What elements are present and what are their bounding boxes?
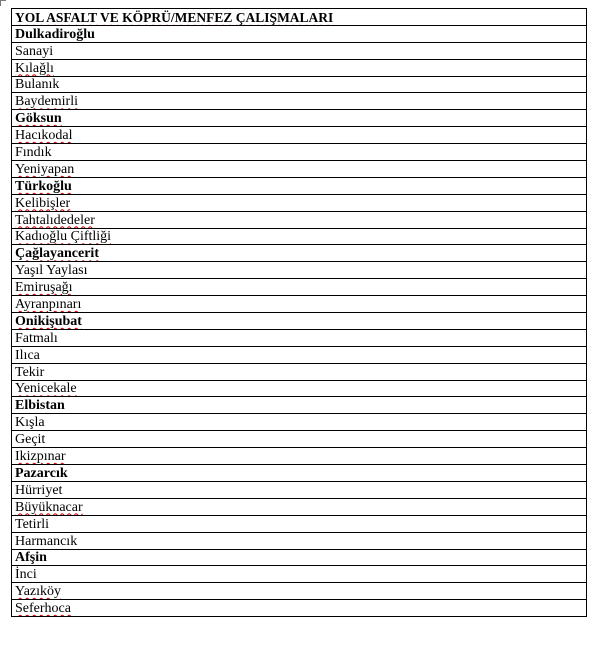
- village-row: [12, 600, 587, 617]
- village-cell[interactable]: [12, 144, 587, 161]
- village-cell[interactable]: [12, 380, 587, 397]
- village-row: [12, 363, 587, 380]
- village-name: Fındık: [15, 145, 52, 161]
- village-cell[interactable]: [12, 532, 587, 549]
- village-row: [12, 228, 587, 245]
- village-name: Fatmalı: [15, 330, 58, 346]
- table-title-cell[interactable]: [12, 9, 587, 26]
- village-cell[interactable]: [12, 448, 587, 465]
- village-name: Harmancık: [15, 533, 78, 549]
- village-cell[interactable]: [12, 515, 587, 532]
- village-row: [12, 144, 587, 161]
- district-name: Göksun: [15, 111, 62, 127]
- district-name: Elbistan: [15, 398, 65, 414]
- district-cell[interactable]: [12, 110, 587, 127]
- village-cell[interactable]: [12, 329, 587, 346]
- village-row: [12, 262, 587, 279]
- village-row: [12, 448, 587, 465]
- village-row: [12, 161, 587, 178]
- village-cell[interactable]: [12, 127, 587, 144]
- district-name: Çağlayancerit: [15, 246, 99, 262]
- district-name: Afşin: [15, 550, 47, 566]
- district-row: [12, 25, 587, 42]
- district-row: [12, 465, 587, 482]
- district-cell[interactable]: [12, 177, 587, 194]
- village-cell[interactable]: [12, 59, 587, 76]
- district-cell[interactable]: [12, 549, 587, 566]
- village-cell[interactable]: [12, 583, 587, 600]
- village-name: Kışla: [15, 415, 45, 431]
- village-row: [12, 211, 587, 228]
- village-cell[interactable]: [12, 481, 587, 498]
- district-name: Pazarcık: [15, 465, 68, 481]
- village-row: [12, 194, 587, 211]
- village-cell[interactable]: [12, 363, 587, 380]
- village-row: [12, 515, 587, 532]
- village-row: [12, 566, 587, 583]
- village-row: [12, 481, 587, 498]
- village-name: Ikizpınar: [15, 449, 66, 465]
- village-cell[interactable]: [12, 600, 587, 617]
- village-name: Kelibişler: [15, 195, 71, 211]
- village-name: Yenicekale: [15, 381, 77, 397]
- village-name: Ilıca: [15, 347, 40, 363]
- text-boundary-corner: [0, 0, 6, 6]
- village-row: [12, 380, 587, 397]
- district-cell[interactable]: [12, 313, 587, 330]
- village-row: [12, 346, 587, 363]
- table-body: [12, 9, 587, 617]
- village-name: Hacıkodal: [15, 128, 73, 144]
- village-row: [12, 532, 587, 549]
- village-row: [12, 583, 587, 600]
- village-cell[interactable]: [12, 194, 587, 211]
- village-name: Tahtalıdedeler: [15, 212, 95, 228]
- village-name: Kadıoğlu Çiftliği: [15, 229, 112, 245]
- village-cell[interactable]: [12, 76, 587, 93]
- district-cell[interactable]: [12, 25, 587, 42]
- village-name: Yazıköy: [15, 584, 62, 600]
- village-name: Bulanık: [15, 77, 60, 93]
- district-row: [12, 245, 587, 262]
- village-name: Emiruşağı: [15, 280, 73, 296]
- district-row: [12, 549, 587, 566]
- village-name: Kılağlı: [15, 60, 54, 76]
- village-name: Baydemirli: [15, 94, 78, 110]
- village-row: [12, 498, 587, 515]
- table-title: YOL ASFALT VE KÖPRÜ/MENFEZ ÇALIŞMALARI: [15, 9, 334, 25]
- village-row: [12, 76, 587, 93]
- village-name: Seferhoca: [15, 601, 71, 617]
- village-name: Hürriyet: [15, 482, 63, 498]
- village-name: Sanayi: [15, 43, 54, 59]
- district-row: [12, 177, 587, 194]
- village-row: [12, 279, 587, 296]
- village-name: Yaşıl Yaylası: [15, 263, 88, 279]
- village-row: [12, 329, 587, 346]
- village-cell[interactable]: [12, 161, 587, 178]
- village-name: Geçit: [15, 432, 46, 448]
- village-cell[interactable]: [12, 346, 587, 363]
- village-cell[interactable]: [12, 262, 587, 279]
- village-name: İnci: [15, 567, 37, 583]
- district-row: [12, 313, 587, 330]
- district-cell[interactable]: [12, 397, 587, 414]
- village-cell[interactable]: [12, 42, 587, 59]
- village-name: Yeniyapan: [15, 161, 75, 177]
- village-row: [12, 414, 587, 431]
- village-row: [12, 431, 587, 448]
- village-name: Tekir: [15, 364, 45, 380]
- village-cell[interactable]: [12, 431, 587, 448]
- district-row: [12, 397, 587, 414]
- village-row: [12, 296, 587, 313]
- village-cell[interactable]: [12, 566, 587, 583]
- village-cell[interactable]: [12, 228, 587, 245]
- district-name: Dulkadiroğlu: [15, 26, 95, 42]
- locations-table: [11, 8, 587, 617]
- district-row: [12, 110, 587, 127]
- village-cell[interactable]: [12, 414, 587, 431]
- village-name: Büyüknacar: [15, 499, 83, 515]
- district-cell[interactable]: [12, 465, 587, 482]
- district-name: Türkoğlu: [15, 178, 72, 194]
- village-row: [12, 42, 587, 59]
- village-row: [12, 127, 587, 144]
- village-name: Ayranpınarı: [15, 297, 82, 313]
- district-cell[interactable]: [12, 245, 587, 262]
- village-cell[interactable]: [12, 211, 587, 228]
- village-cell[interactable]: [12, 498, 587, 515]
- village-row: [12, 93, 587, 110]
- village-cell[interactable]: [12, 296, 587, 313]
- village-row: [12, 59, 587, 76]
- village-cell[interactable]: [12, 279, 587, 296]
- village-name: Tetirli: [15, 516, 50, 532]
- district-name: Onikişubat: [15, 313, 82, 329]
- table-title-row: [12, 9, 587, 26]
- village-cell[interactable]: [12, 93, 587, 110]
